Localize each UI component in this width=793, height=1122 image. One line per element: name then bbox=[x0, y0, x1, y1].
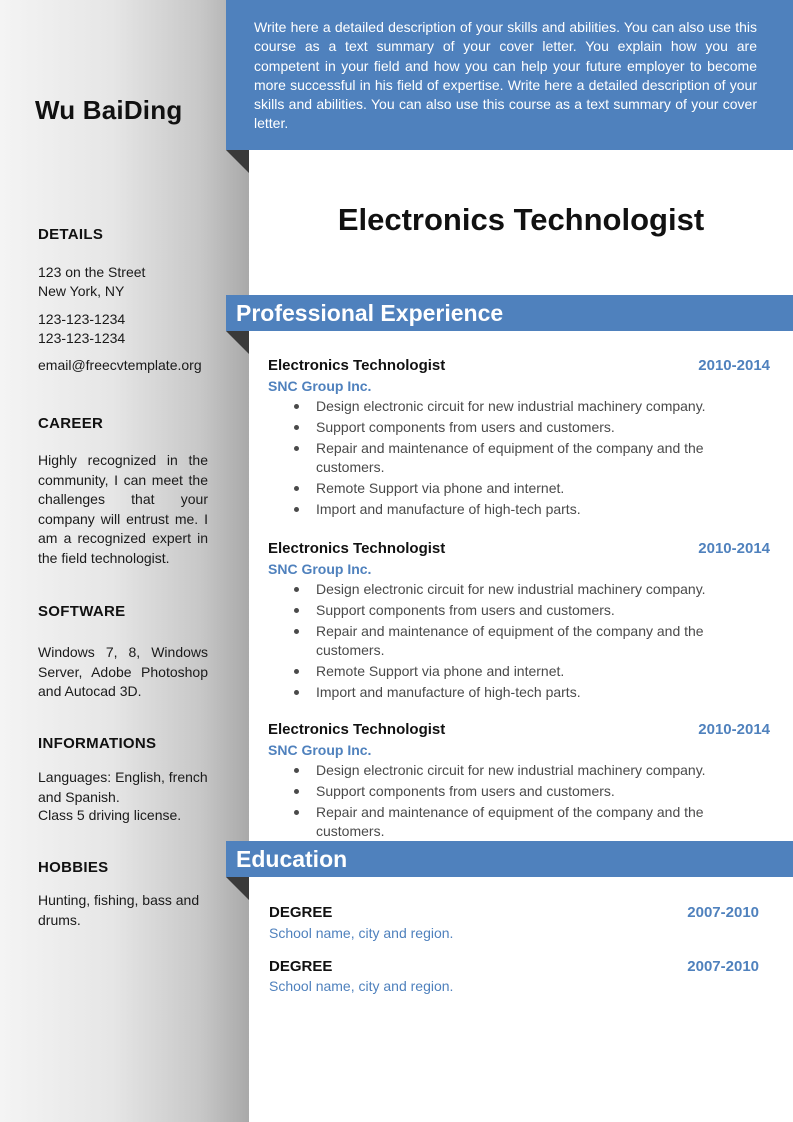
career-text: Highly recognized in the community, I can meet the challenges that your company will entrust me. I am a recognized expert in the field technologist. bbox=[38, 452, 208, 566]
phone-1: 123-123-1234 bbox=[38, 311, 126, 327]
job-bullets-3 bbox=[316, 761, 746, 843]
job-bullets-2 bbox=[316, 580, 746, 703]
list-item: Design electronic circuit for new industrial machinery company. bbox=[316, 761, 746, 781]
details-heading: DETAILS bbox=[38, 226, 104, 243]
job-title-2: Electronics Technologist bbox=[268, 540, 446, 557]
experience-section-bar: Professional Experience bbox=[226, 295, 793, 331]
list-item: Import and manufacture of high-tech parts. bbox=[316, 683, 746, 703]
job-company-1: SNC Group Inc. bbox=[268, 378, 372, 394]
list-item: Design electronic circuit for new industrial machinery company. bbox=[316, 580, 746, 600]
job-date-2: 2010-2014 bbox=[698, 540, 770, 557]
job-title-3: Electronics Technologist bbox=[268, 721, 446, 738]
list-item: Support components from users and customers. bbox=[316, 601, 746, 621]
job-date-1: 2010-2014 bbox=[698, 357, 770, 374]
list-item: Repair and maintenance of equipment of the company and the customers. bbox=[316, 803, 746, 842]
list-item: Support components from users and customers. bbox=[316, 782, 746, 802]
fold-corner bbox=[226, 150, 249, 173]
job-company-3: SNC Group Inc. bbox=[268, 742, 372, 758]
software-heading: SOFTWARE bbox=[38, 603, 126, 620]
languages-text: Languages: English, french and Spanish. bbox=[38, 769, 208, 805]
list-item: Support components from users and customers. bbox=[316, 418, 746, 438]
degree-date-1: 2007-2010 bbox=[687, 904, 759, 921]
software-text: Windows 7, 8, Windows Server, Adobe Photoshop and Autocad 3D. bbox=[38, 644, 208, 699]
hobbies-heading: HOBBIES bbox=[38, 859, 109, 876]
list-item: Remote Support via phone and internet. bbox=[316, 662, 746, 682]
informations-heading: INFORMATIONS bbox=[38, 735, 157, 752]
address-line-1: 123 on the Street bbox=[38, 264, 146, 280]
education-section-bar: Education bbox=[226, 841, 793, 877]
hobbies-text: Hunting, fishing, bass and drums. bbox=[38, 892, 200, 928]
phone-2: 123-123-1234 bbox=[38, 330, 126, 346]
fold-corner bbox=[226, 331, 249, 354]
degree-2: DEGREE bbox=[269, 958, 333, 975]
job-title: Electronics Technologist bbox=[337, 202, 705, 237]
list-item: Remote Support via phone and internet. bbox=[316, 479, 746, 499]
job-title-1: Electronics Technologist bbox=[268, 357, 446, 374]
email[interactable]: email@freecvtemplate.org bbox=[38, 357, 202, 373]
list-item: Design electronic circuit for new industrial machinery company. bbox=[316, 397, 746, 417]
degree-1: DEGREE bbox=[269, 904, 333, 921]
degree-date-2: 2007-2010 bbox=[687, 958, 759, 975]
candidate-name: Wu BaiDing bbox=[35, 95, 183, 125]
job-bullets-1 bbox=[316, 397, 746, 520]
career-heading: CAREER bbox=[38, 415, 104, 432]
address-line-2: New York, NY bbox=[38, 283, 125, 299]
list-item: Repair and maintenance of equipment of the company and the customers. bbox=[316, 439, 746, 478]
job-date-3: 2010-2014 bbox=[698, 721, 770, 738]
school-1: School name, city and region. bbox=[269, 925, 454, 941]
summary-box: Write here a detailed description of your skills and abilities. You can also use this course as a text summary of your cover letter. You explain how you are competent in your field and how you can help your future employer to become more successful in his field of expertise. Write here a detailed description of your skills and abilities. You can also use this course as a text summary of your cover letter. bbox=[226, 0, 793, 150]
list-item: Repair and maintenance of equipment of the company and the customers. bbox=[316, 622, 746, 661]
job-company-2: SNC Group Inc. bbox=[268, 561, 372, 577]
license-text: Class 5 driving license. bbox=[38, 807, 182, 823]
list-item: Import and manufacture of high-tech parts. bbox=[316, 500, 746, 520]
school-2: School name, city and region. bbox=[269, 978, 454, 994]
fold-corner bbox=[226, 877, 249, 900]
